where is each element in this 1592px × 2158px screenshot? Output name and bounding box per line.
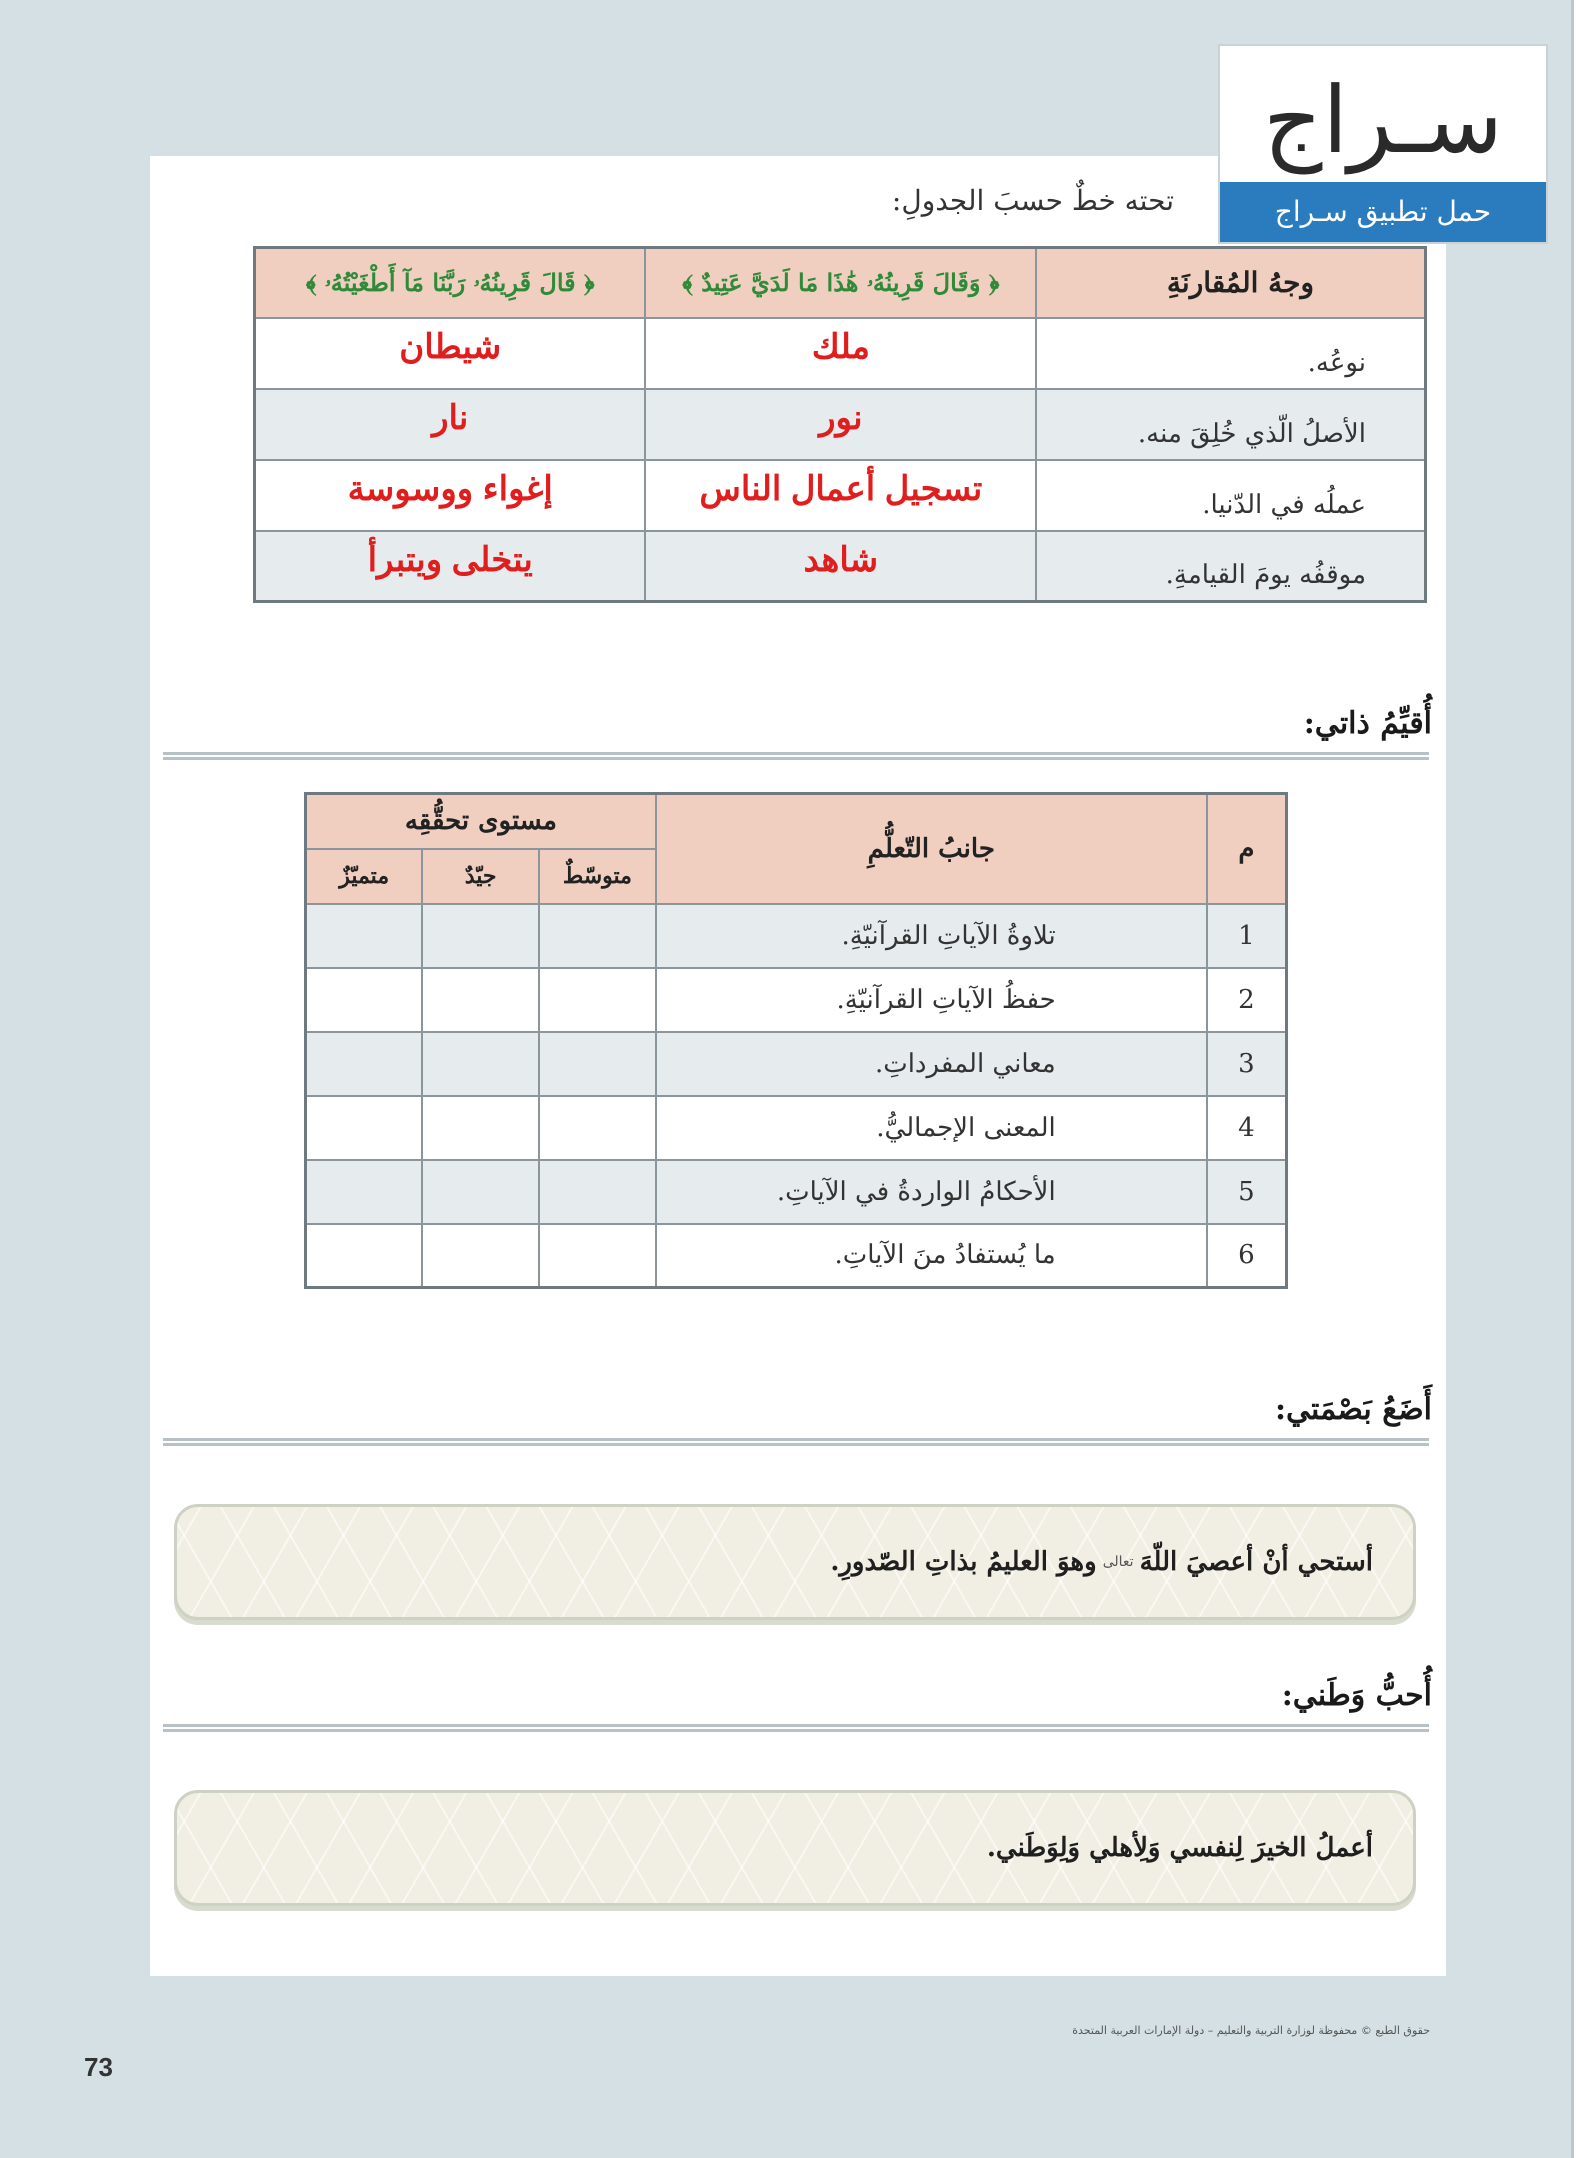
comparison-answer: إغواء ووسوسة — [255, 460, 646, 531]
rating-cell-good[interactable] — [422, 1032, 539, 1096]
self-eval-rule — [163, 752, 1429, 760]
imprint-text — [830, 1507, 1373, 1617]
imprint-text-a: أستحي أنْ أعصيَ اللّهَ — [1139, 1547, 1373, 1577]
comparison-table — [253, 246, 1427, 603]
rating-cell-average[interactable] — [539, 904, 656, 968]
row-aspect: ما يُستفادُ منَ الآياتِ. — [656, 1224, 1207, 1288]
level-good: جيّدٌ — [422, 849, 539, 904]
rating-cell-excellent[interactable] — [306, 904, 423, 968]
self-eval-row — [306, 968, 1287, 1032]
comparison-row — [255, 318, 1426, 389]
rating-cell-average[interactable] — [539, 968, 656, 1032]
comparison-header-aspect: وجهُ المُقارنَةِ — [1036, 248, 1425, 318]
comparison-answer: نار — [255, 389, 646, 460]
rating-cell-good[interactable] — [422, 904, 539, 968]
row-number: 5 — [1207, 1160, 1287, 1224]
comparison-answer: شيطان — [255, 318, 646, 389]
rating-cell-average[interactable] — [539, 1032, 656, 1096]
comparison-answer: ملك — [645, 318, 1036, 389]
comparison-aspect: الأصلُ الّذي خُلِقَ منه. — [1036, 389, 1425, 460]
row-number: 1 — [1207, 904, 1287, 968]
homeland-text: أعملُ الخيرَ لِنفسي وَلِأهلي وَلِوَطَني. — [986, 1833, 1373, 1863]
self-eval-header-num: م — [1207, 794, 1287, 904]
rating-cell-good[interactable] — [422, 968, 539, 1032]
self-eval-row — [306, 1224, 1287, 1288]
rating-cell-excellent[interactable] — [306, 1160, 423, 1224]
row-aspect: حفظُ الآياتِ القرآنيّةِ. — [656, 968, 1207, 1032]
copyright-note: حقوق الطبع © محفوظة لوزارة التربية والتعليم – دولة الإمارات العربية المتحدة — [1072, 2024, 1430, 2037]
row-number: 2 — [1207, 968, 1287, 1032]
imprint-small: تعالى — [1102, 1554, 1134, 1570]
logo-word: سـراج — [1263, 67, 1503, 174]
comparison-aspect: موقفُه يومَ القيامةِ. — [1036, 531, 1425, 602]
comparison-row — [255, 460, 1426, 531]
comparison-answer: شاهد — [645, 531, 1036, 602]
comparison-aspect: نوعُه. — [1036, 318, 1425, 389]
comparison-row — [255, 531, 1426, 602]
rating-cell-average[interactable] — [539, 1096, 656, 1160]
comparison-row — [255, 389, 1426, 460]
rating-cell-good[interactable] — [422, 1160, 539, 1224]
self-eval-row — [306, 1160, 1287, 1224]
rating-cell-excellent[interactable] — [306, 1032, 423, 1096]
siraj-logo[interactable] — [1218, 44, 1548, 244]
homeland-box — [174, 1790, 1416, 1906]
level-average: متوسّطٌ — [539, 849, 656, 904]
imprint-rule — [163, 1438, 1429, 1446]
page-number: 73 — [84, 2052, 113, 2082]
self-eval-header-row — [306, 794, 1287, 849]
rating-cell-good[interactable] — [422, 1224, 539, 1288]
rating-cell-excellent[interactable] — [306, 1224, 423, 1288]
self-eval-header-aspect: جانبُ التّعلُّمِ — [656, 794, 1207, 904]
imprint-title: أَضَعُ بَصْمَتي: — [1274, 1392, 1432, 1427]
homeland-rule — [163, 1724, 1429, 1732]
imprint-text-b: وهوَ العليمُ بذاتِ الصّدورِ. — [830, 1547, 1097, 1577]
logo-tagline: حمل تطبيق سـراج — [1220, 182, 1546, 242]
row-number: 6 — [1207, 1224, 1287, 1288]
comparison-answer: يتخلى ويتبرأ — [255, 531, 646, 602]
self-eval-row — [306, 1032, 1287, 1096]
row-aspect: تلاوةُ الآياتِ القرآنيّةِ. — [656, 904, 1207, 968]
page-edge — [1574, 0, 1592, 2158]
row-aspect: معاني المفرداتِ. — [656, 1032, 1207, 1096]
row-number: 4 — [1207, 1096, 1287, 1160]
rating-cell-average[interactable] — [539, 1160, 656, 1224]
rating-cell-excellent[interactable] — [306, 968, 423, 1032]
rating-cell-good[interactable] — [422, 1096, 539, 1160]
comparison-header-verse1: ﴿ وَقَالَ قَرِينُهُۥ هَٰذَا مَا لَدَيَّ عَتِيدٌ ﴾ — [645, 248, 1036, 318]
comparison-header-verse2: ﴿ قَالَ قَرِينُهُۥ رَبَّنَا مَآ أَطْغَيْتُهُۥ ﴾ — [255, 248, 646, 318]
imprint-box — [174, 1504, 1416, 1620]
level-excellent: متميّزٌ — [306, 849, 423, 904]
homeland-title: أُحبُّ وَطَني: — [1281, 1678, 1432, 1713]
comparison-answer: تسجيل أعمال الناس — [645, 460, 1036, 531]
self-eval-row — [306, 1096, 1287, 1160]
rating-cell-average[interactable] — [539, 1224, 656, 1288]
self-eval-row — [306, 904, 1287, 968]
comparison-answer: نور — [645, 389, 1036, 460]
comparison-header-row — [255, 248, 1426, 318]
self-eval-title: أُقيِّمُ ذاتي: — [1303, 706, 1432, 741]
row-number: 3 — [1207, 1032, 1287, 1096]
instruction-text: تحته خطٌ حسبَ الجدولِ: — [891, 184, 1174, 217]
self-eval-table — [304, 792, 1288, 1289]
row-aspect: المعنى الإجماليُّ. — [656, 1096, 1207, 1160]
comparison-aspect: عملُه في الدّنيا. — [1036, 460, 1425, 531]
rating-cell-excellent[interactable] — [306, 1096, 423, 1160]
self-eval-header-level: مستوى تحقُّقِه — [306, 794, 656, 849]
row-aspect: الأحكامُ الواردةُ في الآياتِ. — [656, 1160, 1207, 1224]
